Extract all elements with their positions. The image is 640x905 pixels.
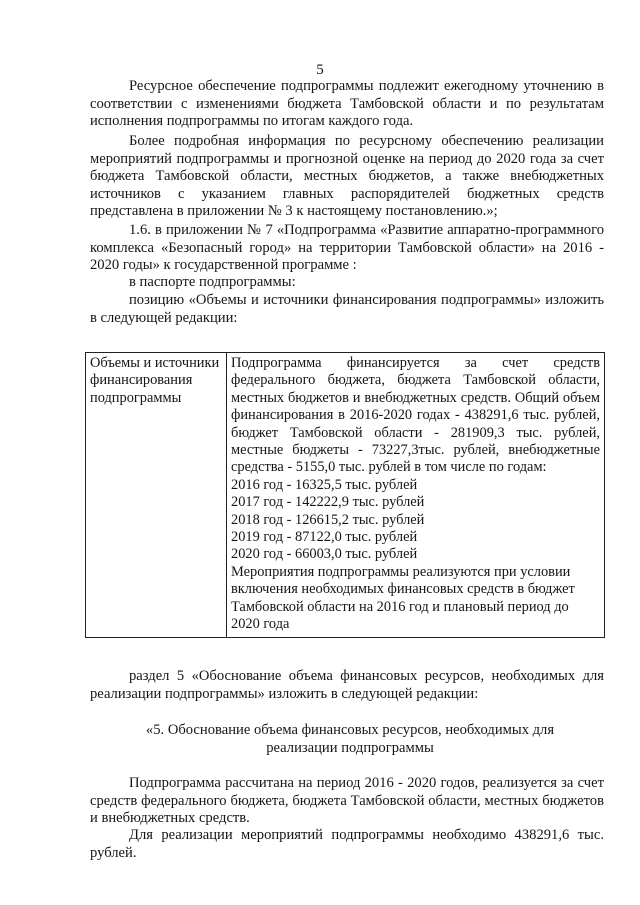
year-2018: 2018 год - 126615,2 тыс. рублей xyxy=(231,511,425,528)
paragraph-period: Подпрограмма рассчитана на период 2016 - 2020 годов, реализуется за счет средств федерального бюджета, бюджета Тамбовской области, местных бюджетов и внебюджетных средств. xyxy=(90,775,604,827)
financing-description: Подпрограмма финансируется за счет средств федерального бюджета, бюджета Тамбовской области, местных бюджетов и внебюджетных средств. Общий объем финансирования в 2016-2020 годах - 438291,6 тыс. рублей, бюджет Тамбовской области - 281909,3 тыс. рублей, местные бюджеты - 73227,3тыс. рублей, внебюджетные средства - 5155,0 тыс. рублей в том числе по годам: xyxy=(231,355,600,476)
year-2020: 2020 год - 66003,0 тыс. рублей xyxy=(231,546,418,563)
table-row xyxy=(86,353,605,638)
year-2019: 2019 год - 87122,0 тыс. рублей xyxy=(231,529,418,546)
paragraph-position-edit: позицию «Объемы и источники финансирования подпрограммы» изложить в следующей редакции: xyxy=(90,292,604,326)
section-5-intro: раздел 5 «Обоснование объема финансовых ресурсов, необходимых для реализации подпрограммы» изложить в следующей редакции: xyxy=(90,668,604,702)
paragraph-resource-provision: Ресурсное обеспечение подпрограммы подлежит ежегодному уточнению в соответствии с изменениями бюджета Тамбовской области и по результатам исполнения подпрограммы по итогам каждого года. xyxy=(90,78,604,130)
financing-note: Мероприятия подпрограммы реализуются при условии включения необходимых финансовых средств в бюджет Тамбовской области на 2016 год и плановый период до 2020 года xyxy=(231,563,575,633)
paragraph-passport: в паспорте подпрограммы: xyxy=(129,274,296,290)
financing-label-cell: Объемы и источники финансирования подпрограммы xyxy=(86,353,227,638)
paragraph-appendix-7: 1.6. в приложении № 7 «Подпрограмма «Развитие аппаратно-программного комплекса «Безопасный город» на территории Тамбовской области» на 2016 - 2020 годы» к государственной программе : xyxy=(90,222,604,274)
page-number: 5 xyxy=(316,62,324,78)
section-5-heading: «5. Обоснование объема финансовых ресурсов, необходимых для реализации подпрограммы xyxy=(145,722,555,756)
year-2017: 2017 год - 142222,9 тыс. рублей xyxy=(231,494,425,511)
financing-table xyxy=(85,352,605,638)
year-2016: 2016 год - 16325,5 тыс. рублей xyxy=(231,476,418,493)
financing-details-cell xyxy=(227,353,605,638)
paragraph-detailed-info: Более подробная информация по ресурсному обеспечению реализации мероприятий подпрограммы и прогнозной оценке на период до 2020 года за счет бюджета Тамбовской области, местных бюджетов, а также внебюджетных источников с указанием главных распорядителей бюджетных средств представлена в приложении № 3 к настоящему постановлению.»; xyxy=(90,133,604,220)
paragraph-total-amount: Для реализации мероприятий подпрограммы необходимо 438291,6 тыс. рублей. xyxy=(90,827,604,861)
